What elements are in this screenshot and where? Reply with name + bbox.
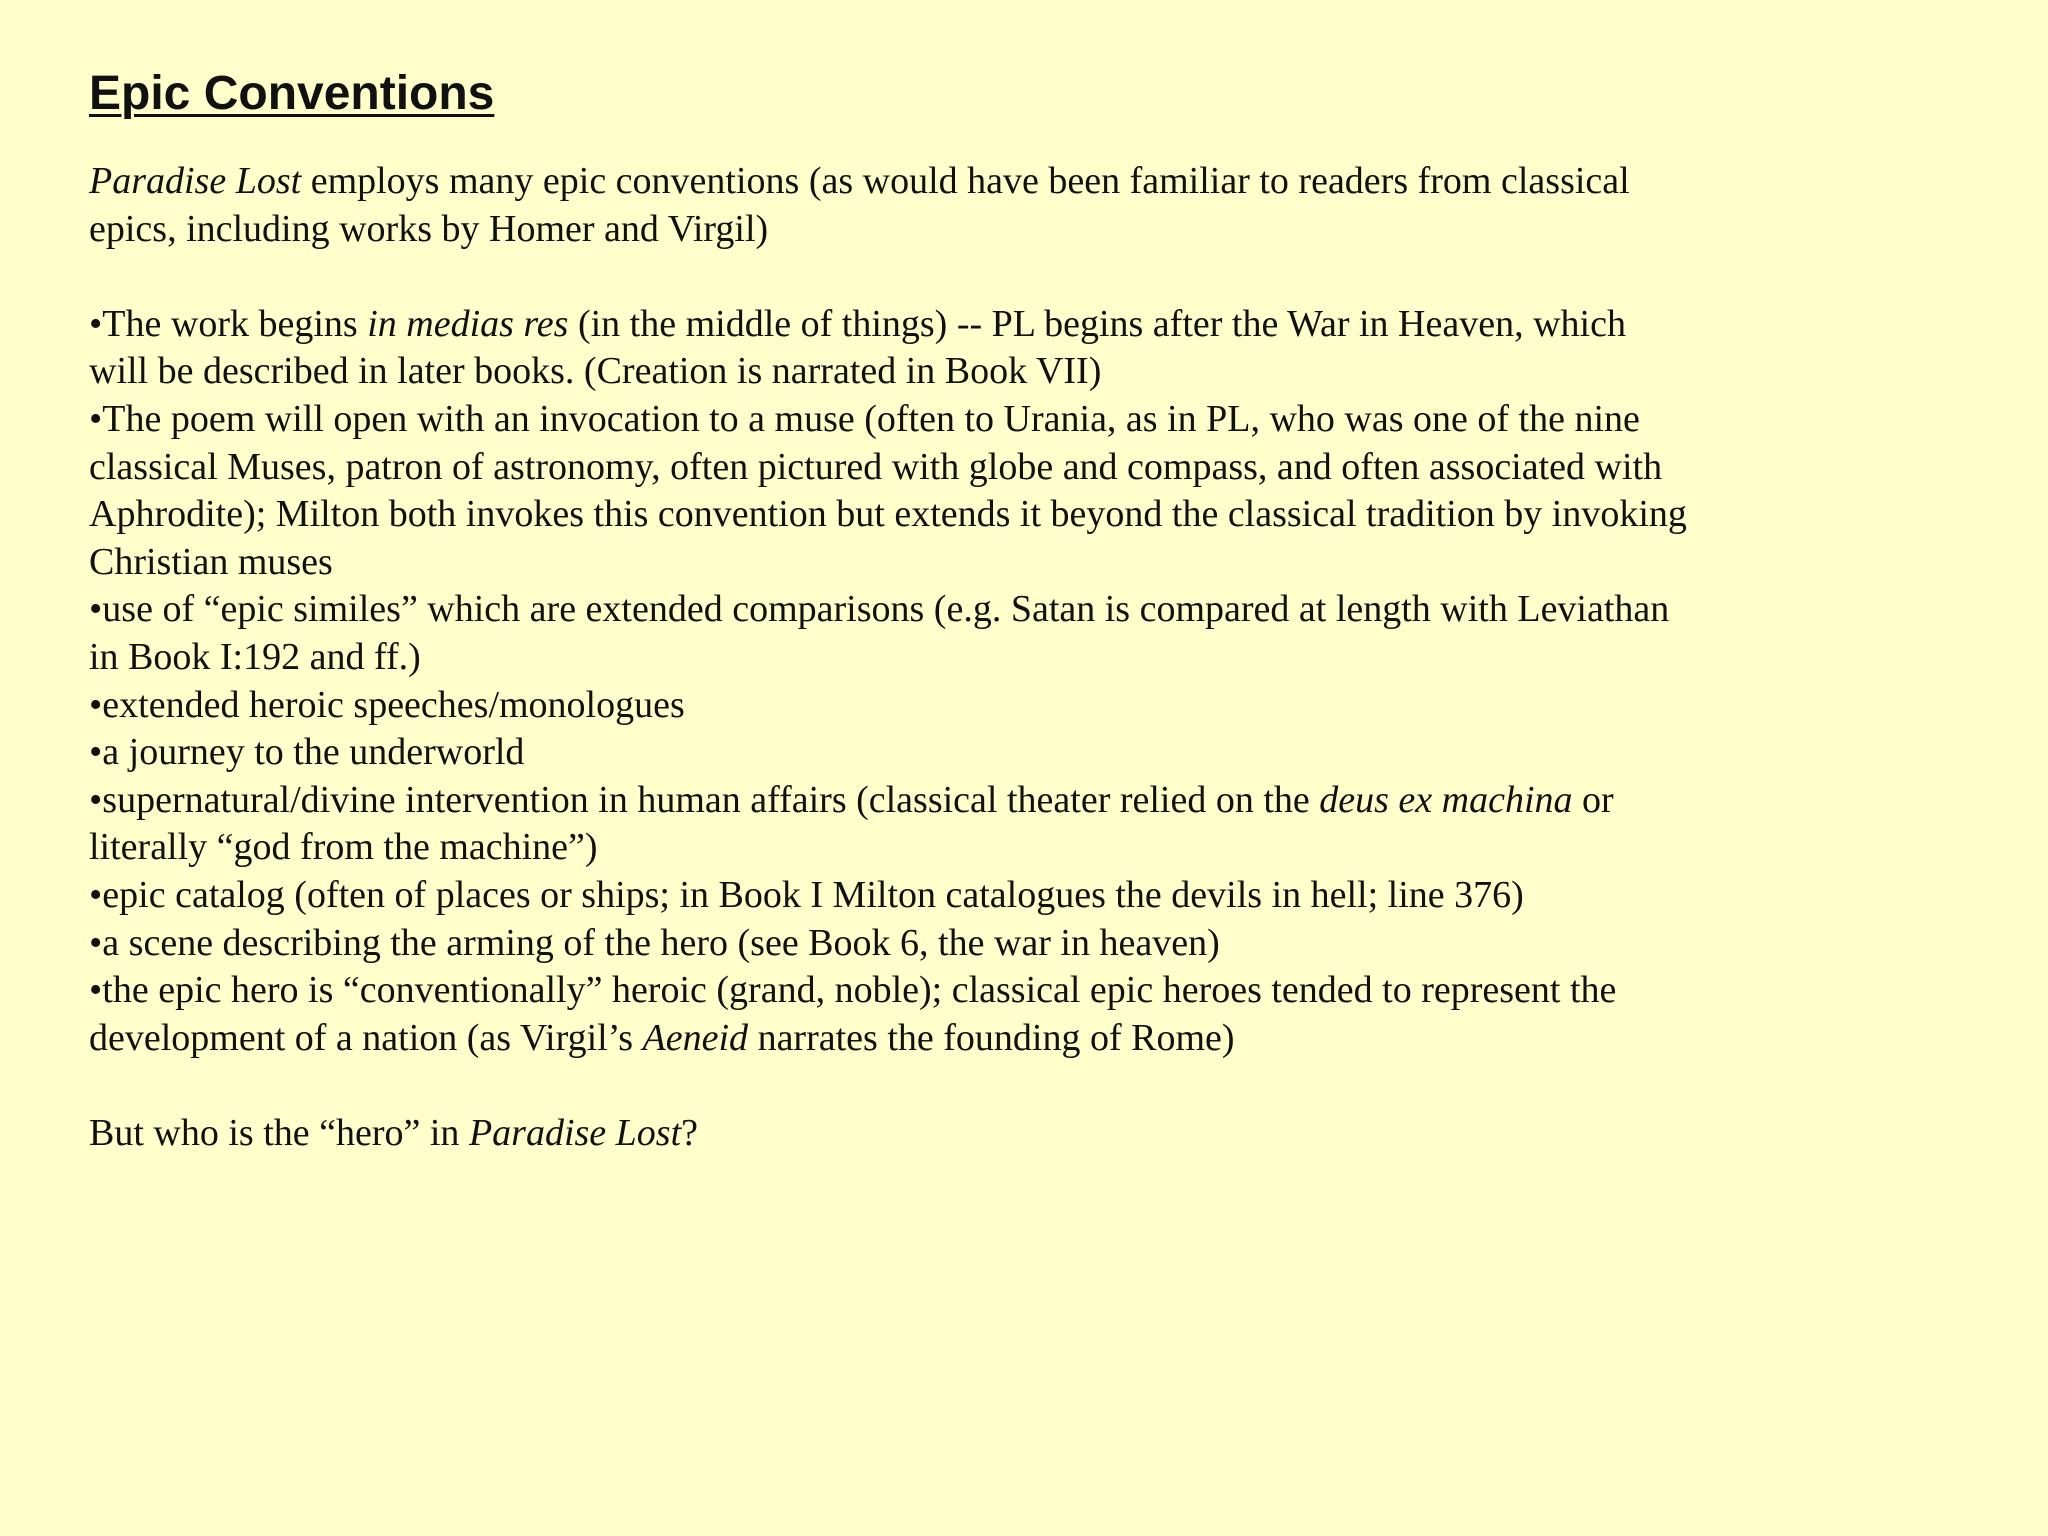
list-item-text: or literally “god from the machine”) [89, 778, 1614, 869]
list-item: •extended heroic speeches/monologues [89, 683, 685, 726]
list-item-italic: in medias res [367, 302, 569, 345]
paragraph-gap [89, 253, 1689, 301]
intro-paragraph [89, 158, 1689, 253]
slide-body [89, 158, 1689, 1157]
paragraph-gap [89, 1062, 1689, 1110]
list-item: •epic catalog (often of places or ships; in Book I Milton catalogues the devils in hell; line 376) [89, 873, 1524, 916]
list-item: •a scene describing the arming of the hero (see Book 6, the war in heaven) [89, 921, 1220, 964]
closing-question [89, 1110, 1689, 1158]
closing-text: ? [681, 1111, 699, 1154]
closing-italic: Paradise Lost [468, 1111, 682, 1154]
slide-content [89, 66, 1689, 1157]
list-item [89, 777, 1689, 872]
list-item: •a journey to the underworld [89, 731, 525, 774]
list-item-text: •The work begins [89, 302, 368, 345]
conventions-list [89, 301, 1689, 1063]
list-item-text: narrates the founding of Rome) [748, 1016, 1235, 1059]
list-item-text: •supernatural/divine intervention in human affairs (classical theater relied on the [89, 778, 1320, 821]
list-item-text: (in the middle of things) -- PL begins after the War in Heaven, which will be described in later books. (Creation is narrated in Book VII) [89, 302, 1626, 393]
closing-text: But who is the “hero” in [89, 1111, 469, 1154]
list-item [89, 967, 1689, 1062]
list-item: •The poem will open with an invocation to a muse (often to Urania, as in PL, who was one of the nine classical Muses, patron of astronomy, often pictured with globe and compass, and often associated with Aphrodite); Milton both invokes this convention but extends it beyond the classical tradition by invoking Christian muses [89, 397, 1687, 583]
list-item [89, 301, 1689, 396]
list-item-italic: Aeneid [642, 1016, 749, 1059]
list-item: •use of “epic similes” which are extended comparisons (e.g. Satan is compared at length with Leviathan in Book I:192 and ff.) [89, 588, 1670, 678]
intro-text: employs many epic conventions (as would have been familiar to readers from classical epics, including works by Homer and Virgil) [89, 160, 1630, 250]
list-item-italic: deus ex machina [1319, 778, 1573, 821]
intro-work-title: Paradise Lost [89, 160, 302, 202]
slide-title: Epic Conventions [89, 67, 495, 120]
list-item-text: •the epic hero is “conventionally” heroic (grand, noble); classical epic heroes tended to represent the development of a nation (as Virgil’s [89, 969, 1617, 1059]
